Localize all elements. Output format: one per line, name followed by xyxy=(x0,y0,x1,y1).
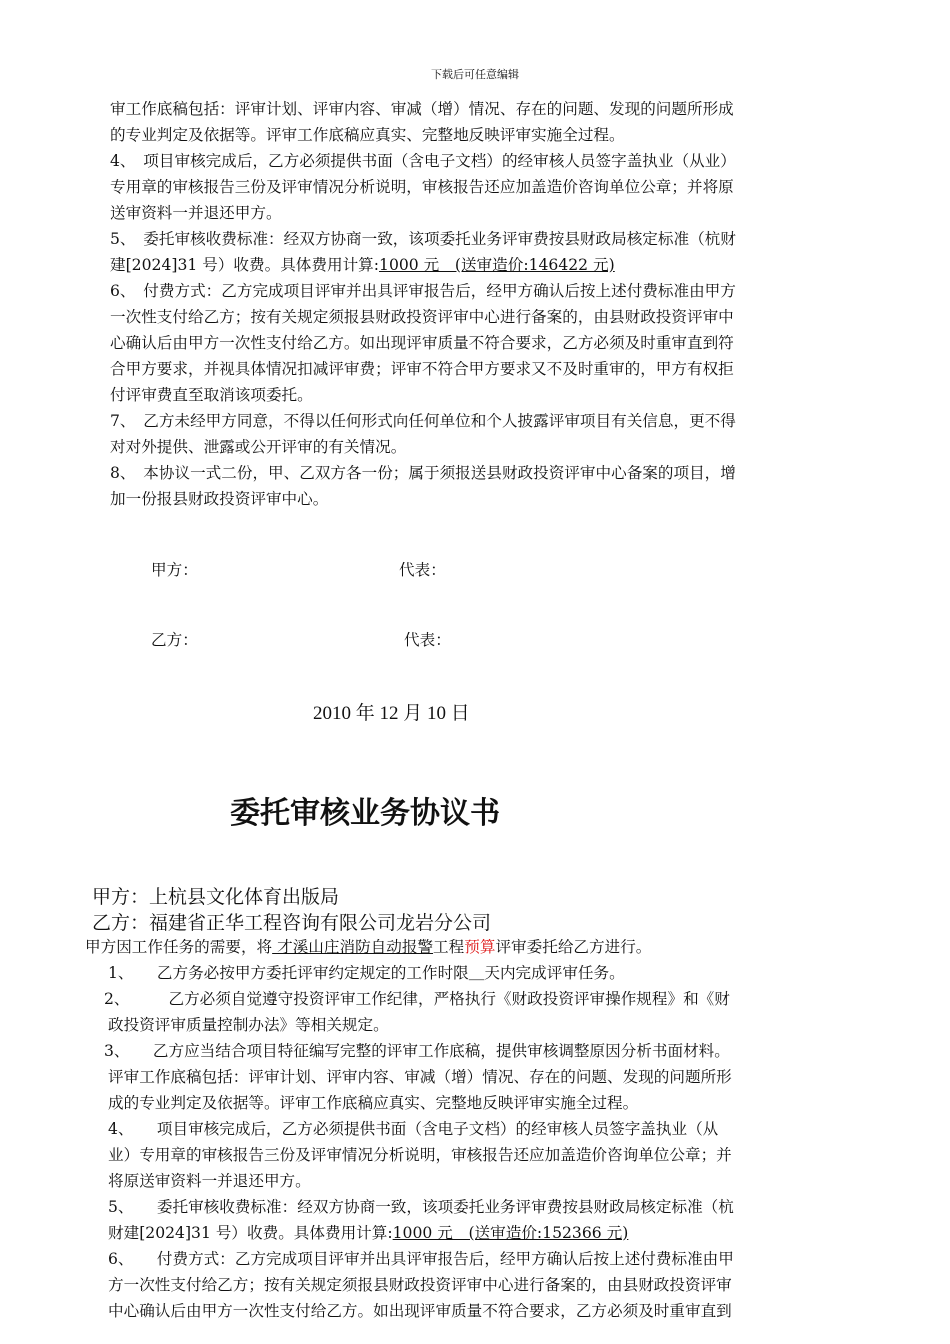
text-line: 加一份报县财政投资评审中心。 xyxy=(110,490,329,508)
text-line: 一次性支付给乙方；按有关规定须报县财政投资评审中心进行备案的，由县财政投资评审中 xyxy=(110,308,734,326)
text-line: 中心确认后由甲方一次性支付给乙方。如出现评审质量不符合要求，乙方必须及时重审直到 xyxy=(108,1302,732,1320)
fee-label: 建[2024]31 号）收费。具体费用计算: xyxy=(110,256,380,274)
text-line: 专用章的审核报告三份及评审情况分析说明，审核报告还应加盖造价咨询单位公章；并将原 xyxy=(110,178,734,196)
intro-line: 甲方因工作任务的需要，将 才溪山庄消防自动报警工程预算评审委托给乙方进行。 xyxy=(85,938,652,956)
text-line: 方一次性支付给乙方；按有关规定须报县财政投资评审中心进行备案的，由县财政投资评审 xyxy=(108,1276,732,1294)
budget-word: 预算 xyxy=(464,938,496,956)
clause-5: 5、 委托审核收费标准：经双方协商一致，该项委托业务评审费按县财政局核定标准（杭财 xyxy=(110,230,736,248)
party-a-sign-label: 甲方： xyxy=(151,561,198,579)
fee-line xyxy=(110,252,747,278)
project-name: 才溪山庄消防自动报警 xyxy=(272,938,434,956)
text-line: 成的专业判定及依据等。评审工作底稿应真实、完整地反映评审实施全过程。 xyxy=(108,1094,639,1112)
text-line: 心确认后由甲方一次性支付给乙方。如出现评审质量不符合要求，乙方必须及时重审直到符 xyxy=(110,334,734,352)
text-line: 审工作底稿包括：评审计划、评审内容、审减（增）情况、存在的问题、发现的问题所形成 xyxy=(110,100,734,118)
text-line: 送审资料一并退还甲方。 xyxy=(110,204,282,222)
fee-amount: 1000 元 (送审造价:152366 元) xyxy=(392,1224,629,1242)
text-line: 付评审费直至取消该项委托。 xyxy=(110,386,313,404)
party-b: 乙方：福建省正华工程咨询有限公司龙岩分公司 xyxy=(92,912,492,934)
clause-6: 6、 付费方式：乙方完成项目评审并出具评审报告后，经甲方确认后按上述付费标准由甲方 xyxy=(110,282,736,300)
fee-line xyxy=(108,1220,781,1246)
clause-4: 4、 项目审核完成后，乙方必须提供书面（含电子文档）的经审核人员签字盖执业（从业） xyxy=(110,152,736,170)
page-header-note: 下载后可任意编辑 xyxy=(431,68,519,81)
text-line: 评审工作底稿包括：评审计划、评审内容、审减（增）情况、存在的问题、发现的问题所形 xyxy=(108,1068,732,1086)
text-line: 将原送审资料一并退还甲方。 xyxy=(108,1172,311,1190)
clause-8: 8、 本协议一式二份，甲、乙双方各一份；属于须报送县财政投资评审中心备案的项目，增 xyxy=(110,464,736,482)
fee-label: 财建[2024]31 号）收费。具体费用计算: xyxy=(108,1224,393,1242)
text-line: 的专业判定及依据等。评审工作底稿应真实、完整地反映评审实施全过程。 xyxy=(110,126,625,144)
clause-2: 2、 乙方必须自觉遵守投资评审工作纪律，严格执行《财政投资评审操作规程》和《财 xyxy=(104,990,730,1008)
text-line: 对对外提供、泄露或公开评审的有关情况。 xyxy=(110,438,407,456)
clause-3: 3、 乙方应当结合项目特征编写完整的评审工作底稿，提供审核调整原因分析书面材料。 xyxy=(104,1042,730,1060)
clause-5: 5、 委托审核收费标准：经双方协商一致，该项委托业务评审费按县财政局核定标准（杭 xyxy=(108,1198,734,1216)
text-line: 政投资评审质量控制办法》等相关规定。 xyxy=(108,1016,389,1034)
clause-6: 6、 付费方式：乙方完成项目评审并出具评审报告后，经甲方确认后按上述付费标准由甲 xyxy=(108,1250,734,1268)
rep-b-sign-label: 代表： xyxy=(404,631,451,649)
clause-4: 4、 项目审核完成后，乙方必须提供书面（含电子文档）的经审核人员签字盖执业（从 xyxy=(108,1120,719,1138)
text-line: 业）专用章的审核报告三份及评审情况分析说明，审核报告还应加盖造价咨询单位公章；并 xyxy=(108,1146,732,1164)
fee-amount: 1000 元 (送审造价:146422 元) xyxy=(379,256,615,274)
party-a: 甲方：上杭县文化体育出版局 xyxy=(92,886,340,908)
party-b-sign-label: 乙方： xyxy=(151,631,198,649)
clause-7: 7、 乙方未经甲方同意，不得以任何形式向任何单位和个人披露评审项目有关信息，更不得 xyxy=(110,412,736,430)
text-line: 合甲方要求，并视具体情况扣减评审费；评审不符合甲方要求又不及时重审的，甲方有权拒 xyxy=(110,360,734,378)
clause-1: 1、 乙方务必按甲方委托评审约定规定的工作时限＿天内完成评审任务。 xyxy=(108,964,625,982)
signing-date: 2010 年 12 月 10 日 xyxy=(313,703,470,724)
document-title: 委托审核业务协议书 xyxy=(230,796,500,831)
rep-a-sign-label: 代表： xyxy=(399,561,446,579)
